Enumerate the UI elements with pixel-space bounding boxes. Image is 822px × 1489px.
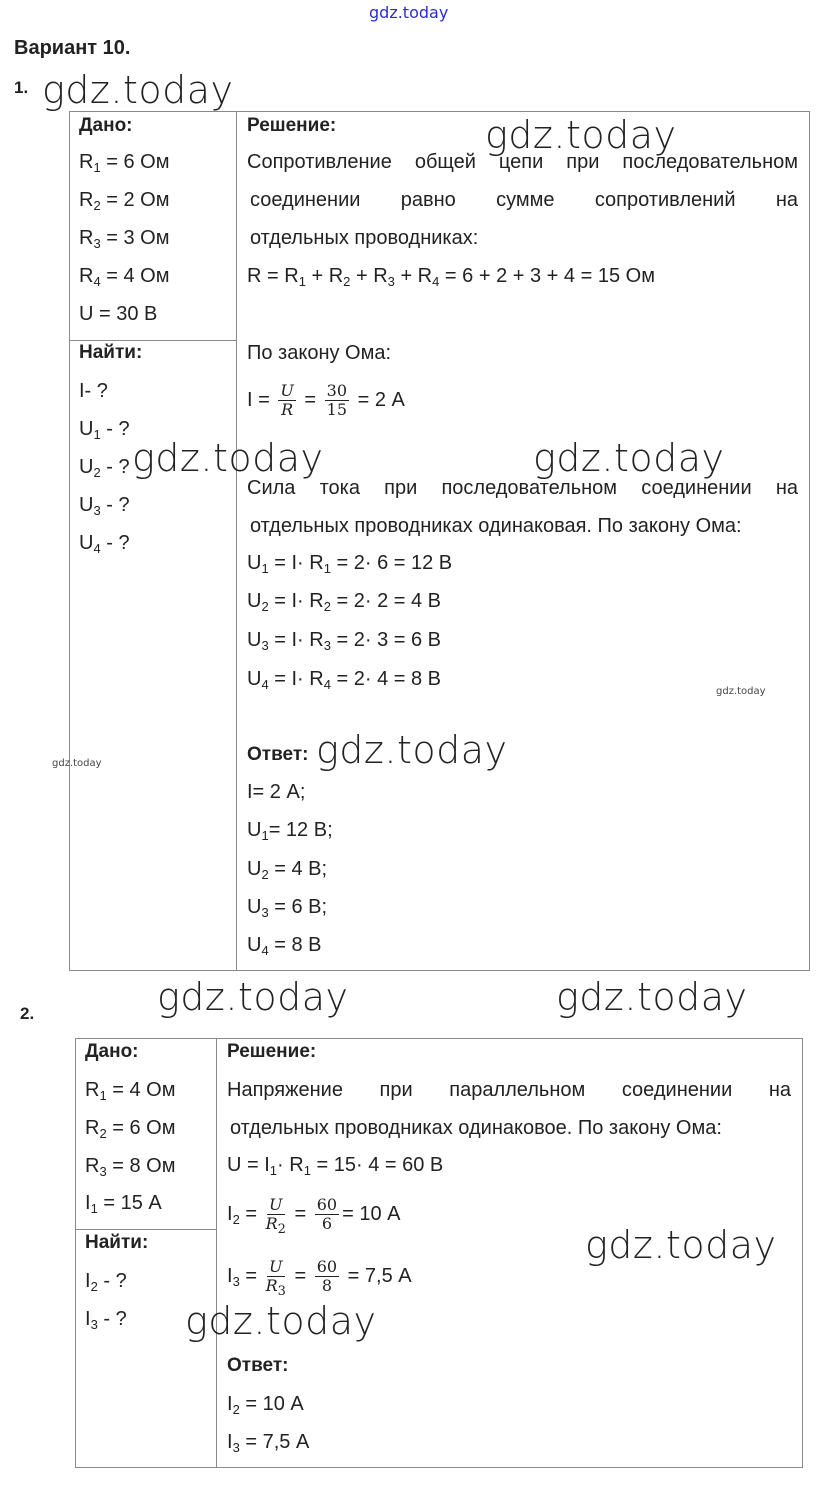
text-segment: U = 30 В [79,303,158,325]
task1-answer-3 [247,857,327,881]
task2-para1-line2: отдельных проводниках одинаковое. По закону Ома: [230,1117,722,1139]
text-segment: I [85,1308,91,1330]
text-segment: R = R [247,265,299,287]
result: = 7,5 А [347,1265,412,1287]
task1-voltage-3 [247,628,441,652]
denominator: 6 [321,1214,333,1234]
text-segment: R [79,151,94,173]
equals: = [294,1265,307,1287]
numerator: U [280,381,294,401]
subscript: 2 [343,274,351,289]
task1-voltage-4 [247,667,441,691]
task1-given-1 [79,150,169,174]
watermark-small: gdz.today [716,686,766,697]
subscript: 3 [93,236,101,251]
subscript: 4 [93,541,101,556]
subscript: 4 [261,943,269,958]
task1-answer-4 [247,895,327,919]
text-segment: U [247,590,262,612]
text-segment: U [247,934,262,956]
task1-para2-line2: отдельных проводниках одинаковая. По закону Ома: [250,515,742,537]
watermark: gdz.today [42,68,234,112]
subscript: 1 [261,561,269,576]
task1-para2-line1: Сила тока при последовательном соединении на [247,477,798,499]
lhs [227,1203,240,1225]
subscript: 3 [232,1440,240,1455]
text-segment: = 15 А [97,1192,162,1214]
task1-para1-line1: Сопротивление общей цепи при последовательном [247,151,798,173]
numerator: 60 [316,1257,338,1277]
subscript: 1 [93,427,101,442]
text-segment: U [247,858,262,880]
text-segment: U [79,418,94,440]
numerator: 30 [326,381,348,401]
text-segment: - ? [97,1308,127,1330]
subscript: 2 [93,465,101,480]
task1-current-formula [247,378,405,422]
equals: = [245,1203,258,1225]
lhs: I = [247,389,270,411]
text-segment: + R [305,265,344,287]
text-segment: = I· R [268,629,324,651]
text-segment: = 4 В; [268,858,328,880]
task2-i3-formula [227,1254,412,1298]
equals: = [294,1203,307,1225]
equals: = [304,389,317,411]
text-segment: I [85,1270,91,1292]
text-segment: - ? [100,532,130,554]
subscript: 1 [298,274,306,289]
lhs-subscript: 3 [232,1274,240,1289]
text-segment: I [85,1192,91,1214]
numerator: 60 [316,1195,338,1215]
subscript: 3 [93,503,101,518]
text-segment: = I· R [268,590,324,612]
text-segment: + R [394,265,433,287]
text-segment: = 3 Ом [100,227,170,249]
subscript: 2 [261,867,269,882]
text-segment: I= 2 А; [247,781,306,803]
text-segment: - ? [97,1270,127,1292]
text-segment: = I· R [268,552,324,574]
text-segment: U [79,456,94,478]
subscript: 2 [93,198,101,213]
text-segment: = 6 + 2 + 3 + 4 = 15 Ом [439,265,655,287]
task1-find-3 [79,455,130,479]
text-segment: = 2· 4 = 8 В [330,668,442,690]
text-segment: R [79,189,94,211]
task1-given-3 [79,226,169,250]
watermark: gdz.today [556,975,748,1019]
lhs [227,1265,240,1287]
text-segment: R [85,1117,100,1139]
text-segment: I [227,1431,233,1453]
task1-voltage-1 [247,551,452,575]
numerator: U [269,1195,283,1215]
subscript: 4 [323,677,331,692]
text-segment: I- ? [79,380,108,402]
subscript: 1 [323,561,331,576]
lhs-symbol: I [227,1203,233,1225]
text-segment: U [79,494,94,516]
text-segment: - ? [100,494,130,516]
subscript: 3 [261,905,269,920]
text-segment: = 6 В; [268,896,328,918]
text-segment: U [79,532,94,554]
task1-answer-1 [247,780,305,804]
task1-find-4 [79,493,130,517]
subscript: 1 [90,1201,98,1216]
task2-given-3 [85,1154,175,1178]
subscript: 4 [261,677,269,692]
text-segment: = 2· 3 = 6 В [330,629,442,651]
task1-voltage-2 [247,589,441,613]
equals: = [245,1265,258,1287]
watermark-small: gdz.today [52,758,102,769]
denominator: $R_3$ [265,1276,286,1300]
task2-given-2 [85,1116,175,1140]
task1-answer-2 [247,818,333,842]
text-segment: = 4 Ом [100,265,170,287]
text-segment: = 15· 4 = 60 В [310,1154,444,1176]
text-segment: U [247,896,262,918]
text-segment: = 6 Ом [100,151,170,173]
header-watermark: gdz.today [369,3,449,22]
text-segment: R [85,1155,100,1177]
task2-answer-1 [227,1392,304,1416]
task1-find-1 [79,379,108,403]
task2-answer-2 [227,1430,309,1454]
text-segment: = 12 В; [268,819,333,841]
task1-para1-line2: соединении равно сумме сопротивлений на [250,189,798,211]
task2-number: 2. [20,1004,35,1023]
subscript: 1 [269,1163,278,1178]
text-segment: = 8 В [268,934,322,956]
text-segment: U [247,629,262,651]
subscript: 1 [261,828,269,843]
task1-given-5 [79,302,157,326]
task1-number: 1. [14,78,29,97]
task1-answer-5 [247,933,322,957]
task2-find-1 [85,1269,127,1293]
page-title: Вариант 10. [14,37,131,59]
watermark: gdz.today [485,113,677,157]
task1-solution-label: Решение: [247,115,337,136]
text-segment: = 2 Ом [100,189,170,211]
task2-answer-label: Ответ: [227,1355,289,1376]
denominator: 8 [321,1276,333,1296]
task2-given-label: Дано: [85,1041,139,1062]
text-segment: = 2· 6 = 12 В [330,552,453,574]
denominator: 15 [326,400,348,420]
numerator: U [269,1257,283,1277]
denominator: $R_2$ [265,1214,286,1238]
subscript: 3 [99,1164,107,1179]
text-segment: U [247,819,262,841]
watermark: gdz.today [533,436,725,480]
lhs-subscript: 2 [232,1212,240,1227]
text-segment: · R [277,1154,304,1176]
watermark: gdz.today [585,1223,777,1267]
task2-i2-formula [227,1192,401,1236]
task2-solution-label: Решение: [227,1041,317,1062]
text-segment: R [79,227,94,249]
watermark: gdz.today [132,436,324,480]
text-segment: = 4 Ом [106,1079,176,1101]
subscript: 3 [323,638,331,653]
task2-find-label: Найти: [85,1232,149,1253]
watermark: gdz.today [316,728,508,772]
text-segment: = 2· 2 = 4 В [330,590,442,612]
text-segment: - ? [100,456,130,478]
task1-find-5 [79,531,130,555]
subscript: 1 [99,1088,107,1103]
subscript: 4 [432,274,440,289]
task1-ohm-label: По закону Ома: [247,342,392,364]
task1-given-label: Дано: [79,115,133,136]
subscript: 2 [261,599,269,614]
text-segment: + R [350,265,388,287]
text-segment: = I· R [268,668,324,690]
task1-given-2 [79,188,169,212]
subscript: 3 [261,638,269,653]
text-segment: R [79,265,94,287]
subscript: 3 [387,274,395,289]
watermark: gdz.today [185,1299,377,1343]
text-segment: U [247,668,262,690]
lhs-symbol: I [227,1265,233,1287]
task2-given-1 [85,1078,175,1102]
subscript: 2 [90,1279,98,1294]
subscript: 2 [232,1402,240,1417]
task1-para1-line3: отдельных проводниках: [250,227,479,249]
subscript: 2 [99,1126,107,1141]
result: = 10 А [342,1203,401,1225]
task2-voltage [227,1153,443,1177]
watermark: gdz.today [157,975,349,1019]
text-segment: = 10 А [239,1393,304,1415]
denominator: R [281,400,294,420]
text-segment: U = I [227,1154,270,1176]
text-segment: R [85,1079,100,1101]
task2-given-4 [85,1191,162,1215]
subscript: 1 [303,1163,311,1178]
task1-given-4 [79,264,169,288]
result: = 2 А [357,389,405,411]
text-segment: I [227,1393,233,1415]
task1-find-2 [79,417,130,441]
text-segment: - ? [100,418,130,440]
task1-answer-label: Ответ: [247,744,309,765]
subscript: 3 [90,1317,98,1332]
text-segment: U [247,552,262,574]
text-segment: = 7,5 А [239,1431,310,1453]
text-segment: = 8 Ом [106,1155,176,1177]
subscript: 4 [93,274,101,289]
task2-para1-line1: Напряжение при параллельном соединении на [227,1079,791,1101]
subscript: 2 [323,599,331,614]
task2-find-2 [85,1307,127,1331]
task1-find-label: Найти: [79,342,143,363]
text-segment: = 6 Ом [106,1117,176,1139]
subscript: 1 [93,160,101,175]
task1-total-resistance [247,264,655,288]
